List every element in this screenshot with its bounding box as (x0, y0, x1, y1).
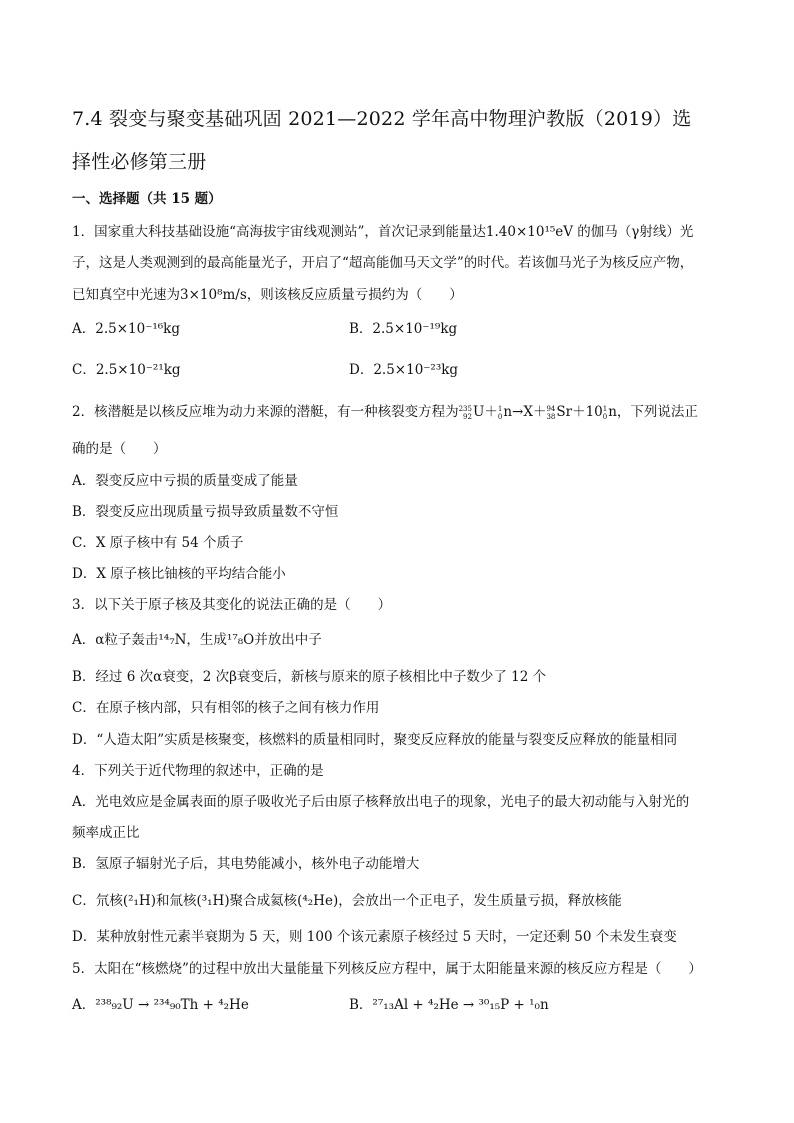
q3-option-a[interactable]: A．α粒子轰击¹⁴₇N，生成¹⁷₈O并放出中子 (72, 632, 322, 648)
q2-eq-part1: U＋ (472, 404, 498, 420)
section-heading: 一、选择题（共 15 题） (72, 191, 222, 207)
q2-option-d[interactable]: D．X 原子核比铀核的平均结合能小 (72, 566, 286, 582)
q2-option-a[interactable]: A．裂变反应中亏损的质量变成了能量 (72, 473, 298, 489)
q5-line1: 5．太阳在“核燃烧”的过程中放出大量能量下列核反应方程中，属于太阳能量来源的核反应方程是（ ） (72, 961, 702, 977)
q2-stem: 2．核潜艇是以核反应堆为动力来源的潜艇，有一种核裂变方程为 (72, 404, 459, 420)
q3-option-c[interactable]: C．在原子核内部，只有相邻的核子之间有核力作用 (72, 700, 380, 716)
q2-eq-part4: n，下列说法正 (608, 404, 698, 420)
q5-option-b[interactable]: B．²⁷₁₃Al + ⁴₂He → ³⁰₁₅P + ¹₀n (349, 997, 549, 1013)
q2-line2: 确的是（ ） (72, 441, 167, 457)
n2-isotope: 1 0 (602, 404, 608, 421)
q2-option-c[interactable]: C．X 原子核中有 54 个质子 (72, 535, 244, 551)
u-isotope: 235 92 (458, 404, 472, 421)
q1-line2: 子，这是人类观测到的最高能量光子，开启了“超高能伽马天文学”的时代。若该伽马光子为核反应产物， (72, 255, 694, 271)
q2-eq-part3: Sr＋10 (556, 404, 603, 420)
q5-option-a[interactable]: A．²³⁸₉₂U → ²³⁴₉₀Th + ⁴₂He (72, 997, 249, 1013)
q1-option-a[interactable]: A．2.5×10⁻¹⁶kg (72, 321, 180, 337)
q4-option-a-line2: 频率成正比 (72, 825, 140, 841)
q1-option-c[interactable]: C．2.5×10⁻²¹kg (72, 362, 181, 378)
q2-line1 (72, 400, 698, 421)
q3-option-d[interactable]: D．“人造太阳”实质是核聚变，核燃料的质量相同时，聚变反应释放的能量与裂变反应释放的能量相同 (72, 732, 678, 748)
q4-option-d[interactable]: D．某种放射性元素半衰期为 5 天，则 100 个该元素原子核经过 5 天时，一定还剩 50 个未发生衰变 (72, 929, 677, 945)
q2-option-b[interactable]: B．裂变反应出现质量亏损导致质量数不守恒 (72, 504, 339, 520)
q4-line1: 4．下列关于近代物理的叙述中，正确的是 (72, 763, 324, 779)
q3-line1: 3．以下关于原子核及其变化的说法正确的是（ ） (72, 597, 392, 613)
q2-eq-part2: n→X＋ (503, 404, 547, 420)
sr-isotope: 94 38 (546, 404, 556, 421)
q1-line3: 已知真空中光速为3×10⁸m/s，则该核反应质量亏损约为（ ） (72, 287, 463, 303)
q3-option-b[interactable]: B．经过 6 次α衰变，2 次β衰变后，新核与原来的原子核相比中子数少了 12 个 (72, 669, 547, 685)
document-title-line2: 择性必修第三册 (72, 151, 207, 173)
q1-option-d[interactable]: D．2.5×10⁻²³kg (349, 362, 459, 378)
q1-option-b[interactable]: B．2.5×10⁻¹⁹kg (349, 321, 458, 337)
n-isotope: 1 0 (497, 404, 503, 421)
q4-option-a-line1[interactable]: A．光电效应是金属表面的原子吸收光子后由原子核释放出电子的现象，光电子的最大初动能与入射光的 (72, 794, 690, 810)
q4-option-b[interactable]: B．氢原子辐射光子后，其电势能减小，核外电子动能增大 (72, 856, 420, 872)
document-title-line1: 7.4 裂变与聚变基础巩固 2021—2022 学年高中物理沪教版（2019）选 (72, 108, 692, 130)
q4-option-c[interactable]: C．氘核(²₁H)和氚核(³₁H)聚合成氦核(⁴₂He)，会放出一个正电子，发生质量亏损，释放核能 (72, 893, 622, 909)
q1-line1: 1．国家重大科技基础设施“高海拔宇宙线观测站”，首次记录到能量达1.40×10¹⁵eV 的伽马（γ射线）光 (72, 224, 694, 240)
